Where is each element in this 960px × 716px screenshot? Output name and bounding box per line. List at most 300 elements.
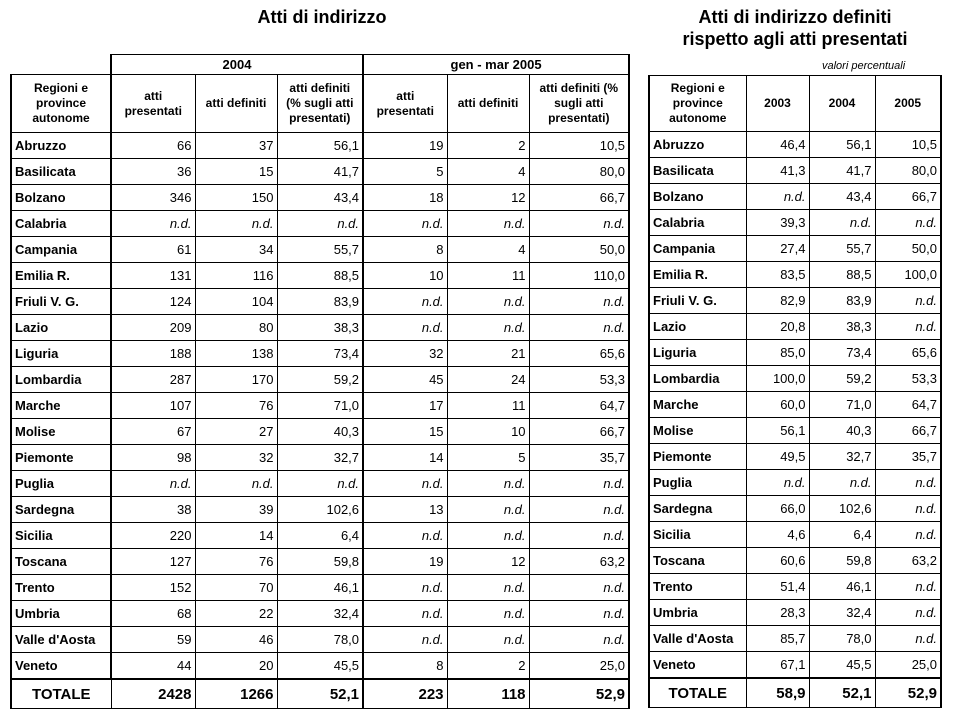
value-cell: 80,0 [529,159,629,185]
region-cell: Abruzzo [649,132,746,158]
region-cell: Bolzano [649,184,746,210]
value-cell: 102,6 [809,496,875,522]
value-cell: 25,0 [529,653,629,680]
value-cell: 35,7 [875,444,941,470]
total-value: 52,9 [875,678,941,708]
value-cell: 14 [363,445,447,471]
value-cell: 83,9 [277,289,363,315]
value-cell: 37 [195,133,277,159]
header-region: Regioni e province autonome [11,75,111,133]
region-cell: Valle d'Aosta [11,627,111,653]
value-cell: 220 [111,523,195,549]
table-row [649,132,941,158]
region-cell: Trento [649,574,746,600]
value-cell: n.d. [447,471,529,497]
value-cell: 53,3 [529,367,629,393]
value-cell: n.d. [809,210,875,236]
table-row [11,315,629,341]
table-row [11,445,629,471]
value-cell: 76 [195,549,277,575]
table-row [649,340,941,366]
right-header-2004: 2004 [809,76,875,132]
value-cell: n.d. [746,184,809,210]
table-row [11,237,629,263]
table-row [649,210,941,236]
value-cell: 56,1 [746,418,809,444]
value-cell: 12 [447,185,529,211]
total-value: 52,9 [529,679,629,709]
value-cell: n.d. [447,497,529,523]
value-cell: 8 [363,237,447,263]
region-cell: Sicilia [11,523,111,549]
value-cell: 65,6 [529,341,629,367]
value-cell: 152 [111,575,195,601]
total-value: 52,1 [809,678,875,708]
region-cell: Emilia R. [11,263,111,289]
left-table [10,54,630,709]
value-cell: 32,7 [809,444,875,470]
value-cell: n.d. [529,523,629,549]
region-cell: Basilicata [11,159,111,185]
table-row [649,470,941,496]
value-cell: n.d. [363,575,447,601]
table-row [649,288,941,314]
value-cell: 21 [447,341,529,367]
value-cell: 49,5 [746,444,809,470]
value-cell: 22 [195,601,277,627]
value-cell: n.d. [529,471,629,497]
value-cell: 6,4 [809,522,875,548]
value-cell: n.d. [447,315,529,341]
value-cell: 34 [195,237,277,263]
total-value: 58,9 [746,678,809,708]
value-cell: 38,3 [277,315,363,341]
value-cell: 24 [447,367,529,393]
table-row [11,341,629,367]
value-cell: 41,7 [809,158,875,184]
region-cell: Lombardia [649,366,746,392]
table-row [649,496,941,522]
value-cell: 11 [447,393,529,419]
table-row [11,419,629,445]
region-cell: Sicilia [649,522,746,548]
value-cell: 80 [195,315,277,341]
value-cell: 5 [447,445,529,471]
percent-note: valori percentuali [822,60,906,72]
value-cell: 64,7 [875,392,941,418]
value-cell: n.d. [363,471,447,497]
value-cell: 59,8 [277,549,363,575]
right-table [648,75,942,708]
value-cell: 60,0 [746,392,809,418]
value-cell: 66,7 [529,419,629,445]
value-cell: n.d. [875,600,941,626]
value-cell: 53,3 [875,366,941,392]
region-cell: Trento [11,575,111,601]
value-cell: n.d. [363,523,447,549]
region-cell: Friuli V. G. [11,289,111,315]
value-cell: 127 [111,549,195,575]
total-label: TOTALE [649,678,746,708]
value-cell: 60,6 [746,548,809,574]
table-row [649,444,941,470]
table-row [11,627,629,653]
year-group-2005: gen - mar 2005 [363,55,629,75]
value-cell: 80,0 [875,158,941,184]
value-cell: 56,1 [809,132,875,158]
right-title-line1: Atti di indirizzo definiti [698,7,892,27]
value-cell: 82,9 [746,288,809,314]
value-cell: 8 [363,653,447,680]
value-cell: 27,4 [746,236,809,262]
table-row [649,236,941,262]
value-cell: 66,7 [529,185,629,211]
value-cell: n.d. [447,211,529,237]
value-cell: 20,8 [746,314,809,340]
value-cell: 28,3 [746,600,809,626]
table-row [649,418,941,444]
region-cell: Valle d'Aosta [649,626,746,652]
total-label: TOTALE [11,679,111,709]
value-cell: 188 [111,341,195,367]
value-cell: 32,4 [277,601,363,627]
value-cell: 19 [363,549,447,575]
header-presentati-2004: atti presentati [111,75,195,133]
left-table-title: Atti di indirizzo [257,7,387,27]
value-cell: n.d. [363,315,447,341]
region-cell: Piemonte [11,445,111,471]
value-cell: 2 [447,653,529,680]
value-cell: 85,0 [746,340,809,366]
region-cell: Lazio [649,314,746,340]
value-cell: 35,7 [529,445,629,471]
value-cell: 100,0 [746,366,809,392]
value-cell: 131 [111,263,195,289]
value-cell: 11 [447,263,529,289]
value-cell: n.d. [875,470,941,496]
value-cell: 4,6 [746,522,809,548]
value-cell: n.d. [809,470,875,496]
value-cell: n.d. [875,210,941,236]
value-cell: 116 [195,263,277,289]
value-cell: 32,4 [809,600,875,626]
region-cell: Liguria [649,340,746,366]
value-cell: 287 [111,367,195,393]
table-row [649,574,941,600]
value-cell: n.d. [746,470,809,496]
value-cell: n.d. [363,289,447,315]
value-cell: n.d. [195,211,277,237]
table-row [649,262,941,288]
value-cell: 55,7 [809,236,875,262]
value-cell: n.d. [277,471,363,497]
region-cell: Toscana [11,549,111,575]
value-cell: 36 [111,159,195,185]
table-row [11,575,629,601]
value-cell: 4 [447,159,529,185]
value-cell: 66 [111,133,195,159]
table-row [649,600,941,626]
table-row [649,158,941,184]
value-cell: 43,4 [809,184,875,210]
table-row [11,289,629,315]
value-cell: 13 [363,497,447,523]
value-cell: 15 [195,159,277,185]
right-header-2005: 2005 [875,76,941,132]
total-row [11,679,629,709]
value-cell: 18 [363,185,447,211]
value-cell: 110,0 [529,263,629,289]
value-cell: 83,5 [746,262,809,288]
value-cell: n.d. [529,289,629,315]
table-row [11,601,629,627]
value-cell: 59,2 [277,367,363,393]
value-cell: 104 [195,289,277,315]
table-row [11,471,629,497]
value-cell: 43,4 [277,185,363,211]
region-cell: Friuli V. G. [649,288,746,314]
value-cell: 10 [363,263,447,289]
value-cell: 46,1 [277,575,363,601]
value-cell: n.d. [529,575,629,601]
total-value: 118 [447,679,529,709]
value-cell: 17 [363,393,447,419]
value-cell: 32 [195,445,277,471]
value-cell: 78,0 [809,626,875,652]
region-cell: Marche [649,392,746,418]
table-row [649,314,941,340]
value-cell: 102,6 [277,497,363,523]
value-cell: n.d. [875,496,941,522]
value-cell: 100,0 [875,262,941,288]
total-row [649,678,941,708]
value-cell: 71,0 [277,393,363,419]
value-cell: 209 [111,315,195,341]
value-cell: n.d. [875,288,941,314]
value-cell: 73,4 [809,340,875,366]
value-cell: n.d. [447,627,529,653]
value-cell: 27 [195,419,277,445]
table-row [11,393,629,419]
value-cell: 6,4 [277,523,363,549]
value-cell: n.d. [111,211,195,237]
value-cell: 67 [111,419,195,445]
table-row [11,185,629,211]
year-group-2004: 2004 [111,55,363,75]
table-row [11,263,629,289]
value-cell: 2 [447,133,529,159]
table-row [649,392,941,418]
right-table-title [650,6,940,50]
header-presentati-2005: atti presentati [363,75,447,133]
value-cell: n.d. [447,289,529,315]
region-cell: Calabria [11,211,111,237]
region-cell: Veneto [649,652,746,679]
value-cell: 45 [363,367,447,393]
table-row [649,548,941,574]
value-cell: 73,4 [277,341,363,367]
value-cell: 107 [111,393,195,419]
value-cell: 45,5 [809,652,875,679]
value-cell: 14 [195,523,277,549]
region-cell: Umbria [649,600,746,626]
region-cell: Emilia R. [649,262,746,288]
region-cell: Bolzano [11,185,111,211]
region-cell: Abruzzo [11,133,111,159]
value-cell: 66,0 [746,496,809,522]
region-cell: Molise [11,419,111,445]
value-cell: 51,4 [746,574,809,600]
value-cell: 45,5 [277,653,363,680]
total-value: 2428 [111,679,195,709]
table-row [11,523,629,549]
value-cell: 39 [195,497,277,523]
value-cell: n.d. [875,574,941,600]
value-cell: 40,3 [277,419,363,445]
value-cell: 5 [363,159,447,185]
value-cell: 124 [111,289,195,315]
value-cell: n.d. [529,627,629,653]
value-cell: n.d. [447,523,529,549]
region-cell: Veneto [11,653,111,680]
value-cell: n.d. [529,315,629,341]
value-cell: 41,7 [277,159,363,185]
value-cell: 65,6 [875,340,941,366]
region-cell: Basilicata [649,158,746,184]
value-cell: 19 [363,133,447,159]
value-cell: 88,5 [809,262,875,288]
value-cell: 59 [111,627,195,653]
header-pct-2005: atti definiti (% sugli atti presentati) [529,75,629,133]
value-cell: n.d. [529,211,629,237]
table-row [649,652,941,679]
table-row [11,211,629,237]
value-cell: 138 [195,341,277,367]
corner-blank [11,55,111,75]
value-cell: 61 [111,237,195,263]
region-cell: Sardegna [11,497,111,523]
region-cell: Marche [11,393,111,419]
value-cell: 15 [363,419,447,445]
value-cell: 66,7 [875,418,941,444]
value-cell: 71,0 [809,392,875,418]
region-cell: Lombardia [11,367,111,393]
value-cell: 170 [195,367,277,393]
value-cell: n.d. [277,211,363,237]
value-cell: n.d. [363,627,447,653]
value-cell: 10 [447,419,529,445]
table-row [11,497,629,523]
region-cell: Piemonte [649,444,746,470]
total-value: 223 [363,679,447,709]
value-cell: n.d. [529,497,629,523]
table-row [11,549,629,575]
right-title-line2: rispetto agli atti presentati [682,29,908,49]
value-cell: 59,2 [809,366,875,392]
value-cell: n.d. [529,601,629,627]
region-cell: Sardegna [649,496,746,522]
value-cell: n.d. [875,626,941,652]
value-cell: 41,3 [746,158,809,184]
table-row [649,626,941,652]
value-cell: n.d. [447,601,529,627]
total-value: 1266 [195,679,277,709]
value-cell: 39,3 [746,210,809,236]
region-cell: Molise [649,418,746,444]
value-cell: 67,1 [746,652,809,679]
value-cell: 46,1 [809,574,875,600]
table-row [649,366,941,392]
table-row [649,522,941,548]
value-cell: n.d. [363,601,447,627]
value-cell: 56,1 [277,133,363,159]
value-cell: 46,4 [746,132,809,158]
region-cell: Campania [649,236,746,262]
value-cell: n.d. [195,471,277,497]
header-definiti-2004: atti definiti [195,75,277,133]
right-header-2003: 2003 [746,76,809,132]
value-cell: 66,7 [875,184,941,210]
value-cell: 25,0 [875,652,941,679]
value-cell: 83,9 [809,288,875,314]
value-cell: 85,7 [746,626,809,652]
region-cell: Puglia [649,470,746,496]
value-cell: 63,2 [529,549,629,575]
value-cell: 68 [111,601,195,627]
value-cell: 38,3 [809,314,875,340]
region-cell: Puglia [11,471,111,497]
value-cell: 64,7 [529,393,629,419]
value-cell: n.d. [111,471,195,497]
region-cell: Calabria [649,210,746,236]
header-definiti-2005: atti definiti [447,75,529,133]
header-pct-2004: atti definiti (% sugli atti presentati) [277,75,363,133]
value-cell: 44 [111,653,195,680]
value-cell: 46 [195,627,277,653]
value-cell: 150 [195,185,277,211]
right-header-region: Regioni e province autonome [649,76,746,132]
region-cell: Lazio [11,315,111,341]
value-cell: 98 [111,445,195,471]
value-cell: 4 [447,237,529,263]
value-cell: 10,5 [875,132,941,158]
table-row [11,653,629,680]
region-cell: Liguria [11,341,111,367]
value-cell: 55,7 [277,237,363,263]
value-cell: 346 [111,185,195,211]
region-cell: Toscana [649,548,746,574]
table-row [649,184,941,210]
value-cell: 50,0 [875,236,941,262]
total-value: 52,1 [277,679,363,709]
value-cell: 59,8 [809,548,875,574]
value-cell: n.d. [875,522,941,548]
value-cell: 70 [195,575,277,601]
table-row [11,159,629,185]
value-cell: n.d. [875,314,941,340]
table-row [11,133,629,159]
value-cell: n.d. [447,575,529,601]
value-cell: 78,0 [277,627,363,653]
value-cell: 10,5 [529,133,629,159]
value-cell: n.d. [363,211,447,237]
value-cell: 40,3 [809,418,875,444]
value-cell: 12 [447,549,529,575]
value-cell: 50,0 [529,237,629,263]
value-cell: 76 [195,393,277,419]
region-cell: Umbria [11,601,111,627]
value-cell: 38 [111,497,195,523]
